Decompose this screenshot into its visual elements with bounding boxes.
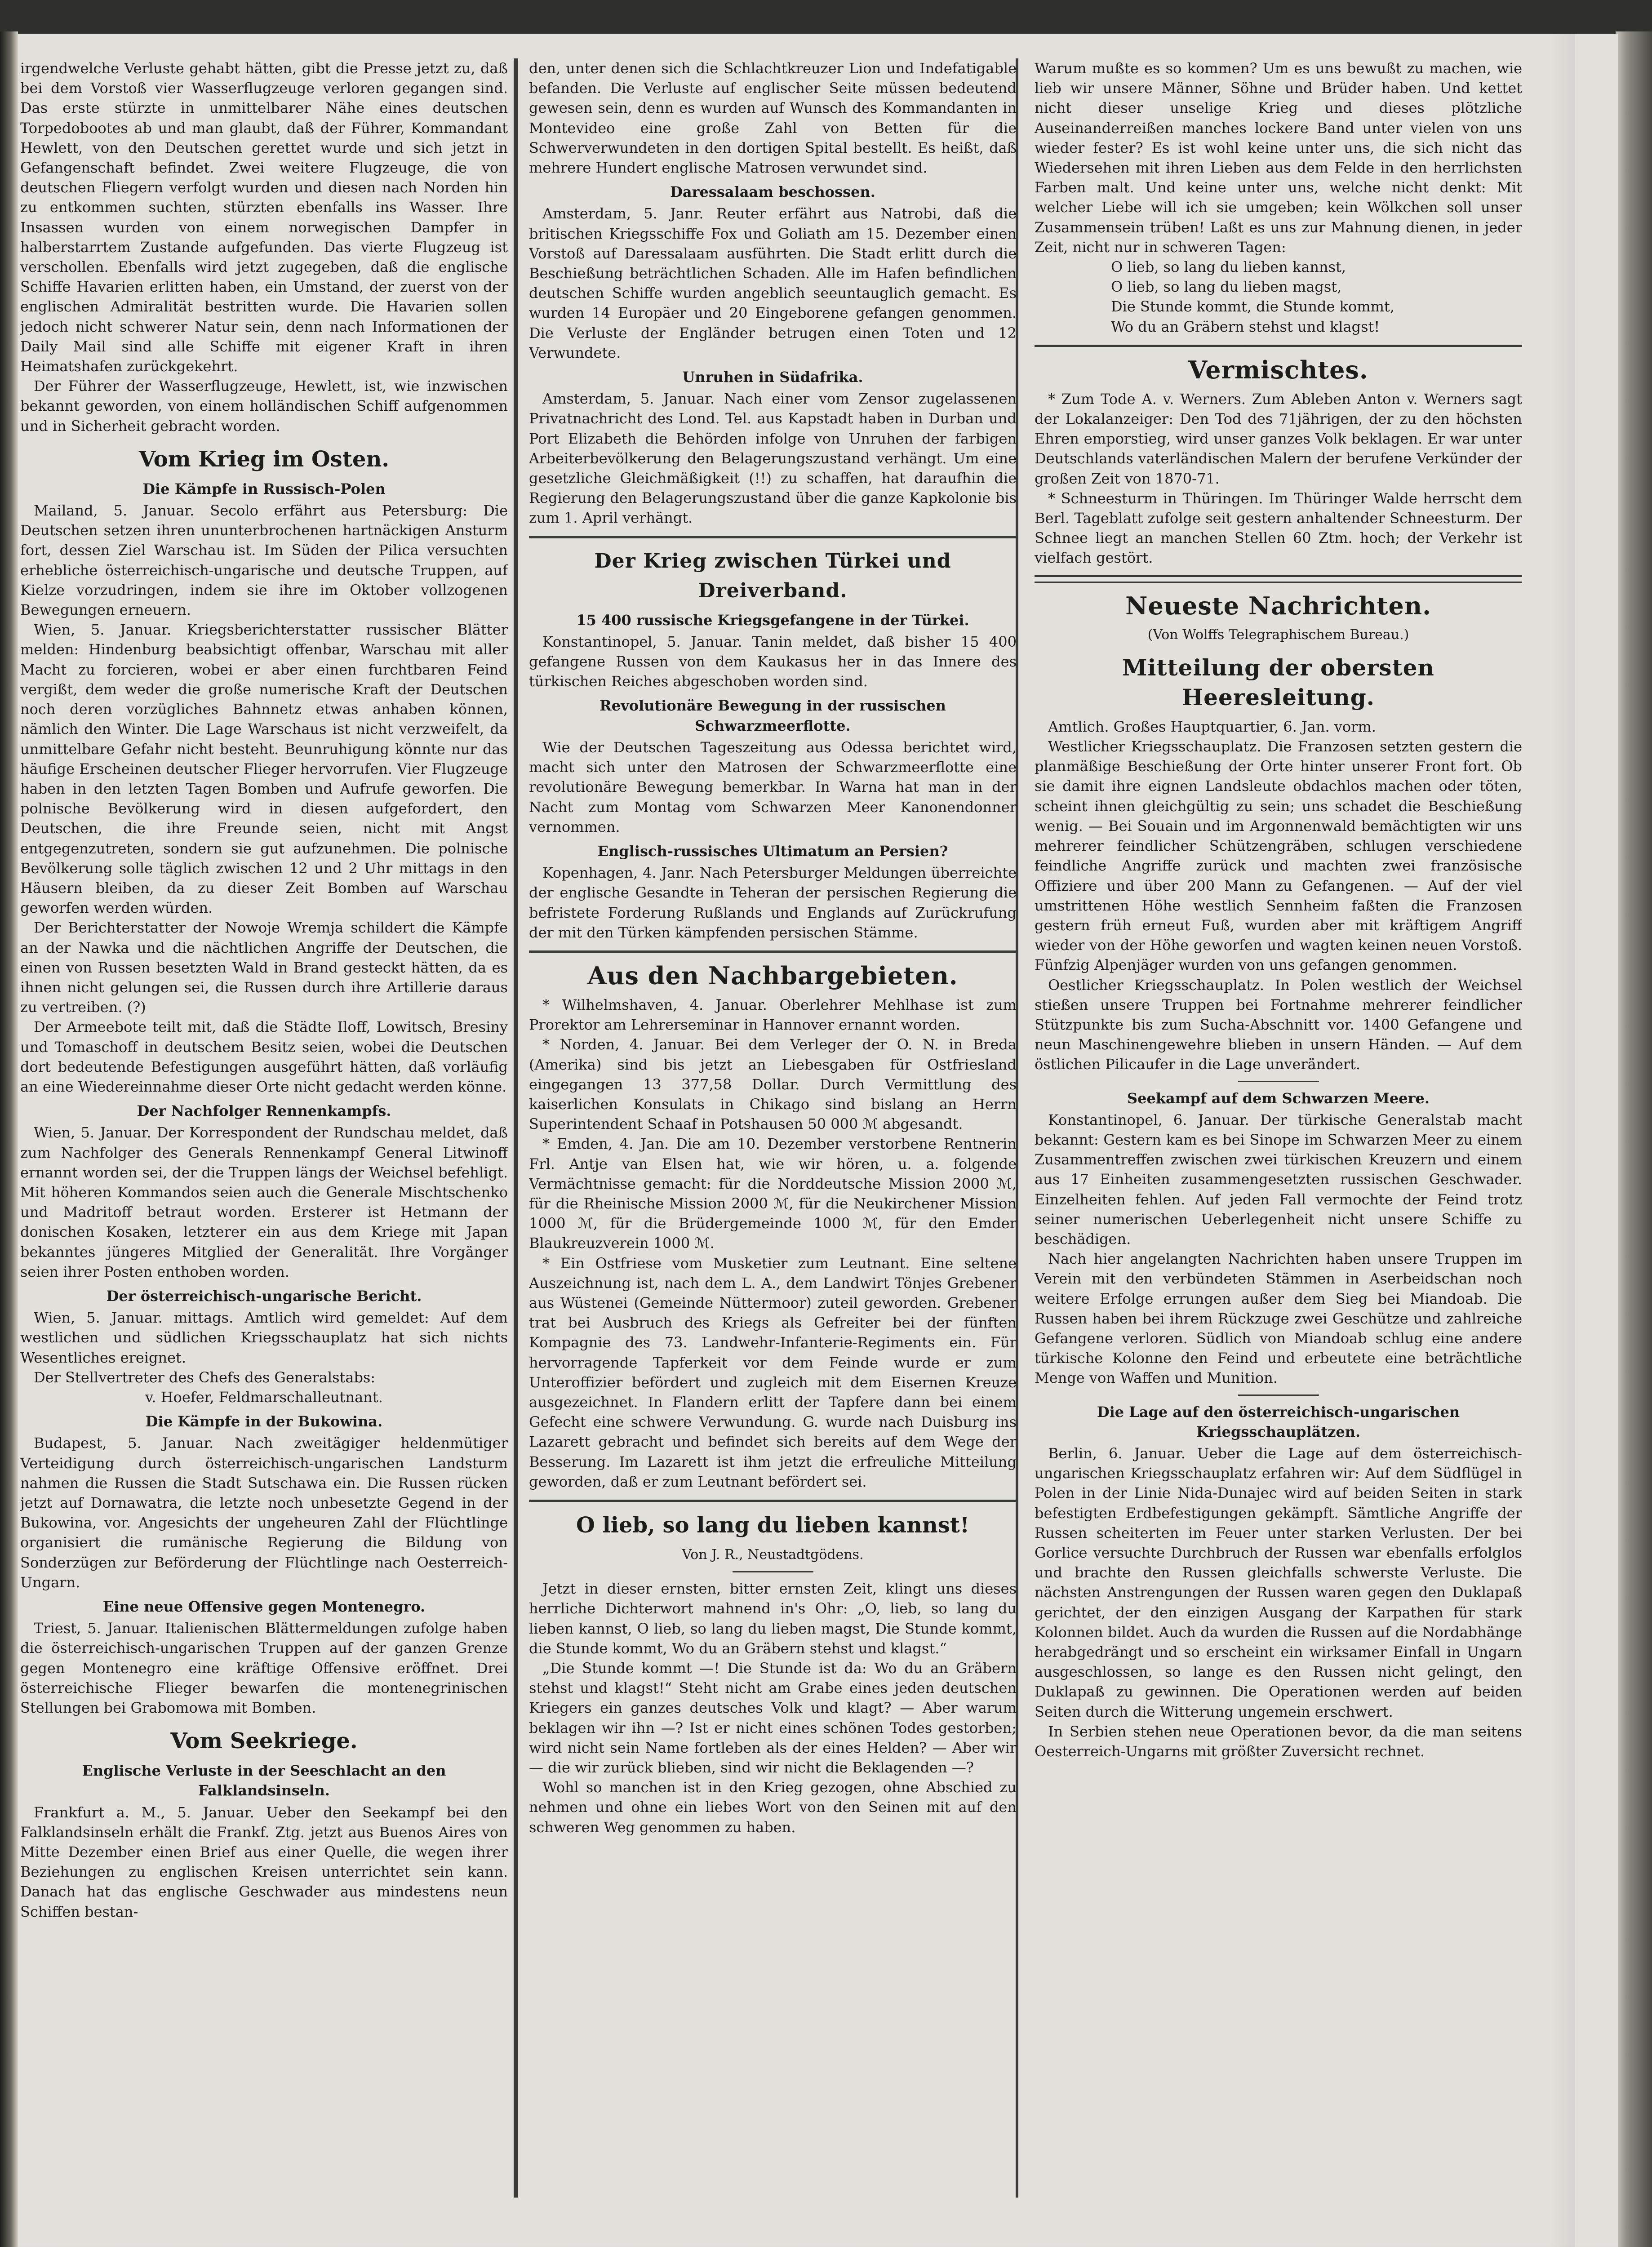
article-paragraph: Budapest, 5. Januar. Nach zweitägiger heldenmütiger Verteidigung durch österreichisch-ungarischen Landsturm nahmen die Russen die Stadt Sutschawa ein. Die Russen rücken jetzt auf Dornawatra, die letzte noch unbesetzte Gegend in der Bukowina, vor. Angesichts der ungeheuren Zahl der Flüchtlinge organisiert die rumänische Regierung die Bildung von Sonderzügen zur Beförderung der Flüchtlinge nach Oesterreich-Ungarn.: [20, 1434, 508, 1591]
article-paragraph: Wie der Deutschen Tageszeitung aus Odessa berichtet wird, macht sich unter den Matrosen der Schwarzmeerflotte eine revolutionäre Bewegung bemerkbar. In Warna hat man in der Nacht zum Montag vom Schwarzen Meer Kanonendonner vernommen.: [529, 738, 1017, 835]
article-paragraph: Mailand, 5. Januar. Secolo erfährt aus Petersburg: Die Deutschen setzen ihren ununterbrochenen hartnäckigen Ansturm fort, dessen Ziel Warschau ist. Im Süden der Pilica versuchten erhebliche österreichisch-ungarische und deutsche Truppen, auf Kielze vorzudringen, indem sie ihre im Oktober vollzogenen Bewegungen erneuern.: [20, 502, 508, 619]
section-heading-heeresleitung: Mitteilung der obersten Heeresleitung.: [1122, 654, 1434, 711]
article-paragraph: Wien, 5. Januar. Kriegsberichterstatter russischer Blätter melden: Hindenburg beabsichtigt offenbar, Warschau mit aller Macht zu forcieren, wobei er aber einen furchtbaren Feind vergißt, dem weder die große numerische Kraft der Deutschen noch deren vorzügliches Bahnnetz etwas anhaben können, nämlich den Winter. Die Lage Warschaus ist nicht verzweifelt, da unmittelbare Gefahr nicht besteht. Beunruhigung könnte nur das häufige Erscheinen deutscher Flieger hervorrufen. Vier Flugzeuge haben in den letzten Tagen Bomben und Aufrufe geworfen. Die polnische Bevölkerung wird in diesen aufgefordert, den Deutschen, die ihre Freunde seien, nicht mit Angst entgegenzutreten, sondern sie gut aufzunehmen. Die polnische Bevölkerung solle täglich zwischen 12 und 2 Uhr mittags in den Häusern bleiben, da zu dieser Zeit Bomben auf Warschau geworfen werden würden.: [20, 621, 508, 917]
scan-left-edge: [0, 31, 18, 2247]
poem-line: Wo du an Gräbern stehst und klagst!: [1111, 318, 1380, 335]
subheading-seekampf: Seekampf auf dem Schwarzen Meere.: [1127, 1089, 1430, 1107]
subheading-russpolen: Die Kämpfe in Russisch-Polen: [142, 480, 386, 497]
section-heading-seekriege: Vom Seekriege.: [170, 1728, 358, 1754]
article-paragraph: irgendwelche Verluste gehabt hätten, gibt die Presse jetzt zu, daß bei dem Vorstoß vier Wasserflugzeuge verloren gegangen sind. Das erste stürzte in unmittelbarer Nähe eines deutschen Torpedobootes ab und man glaubt, daß der Führer, Kommandant Hewlett, von den Deutschen gerettet wurde und sich jetzt in Gefangenschaft befindet. Zwei weitere Flugzeuge, die von deutschen Fliegern verfolgt wurden und diesen nach Norden hin zu entkommen suchten, stürzten ebenfalls ins Wasser. Ihre Insassen wurden von einem norwegischen Dampfer in halberstarrtem Zustande aufgefunden. Das vierte Flugzeug ist verschollen. Ebenfalls wird jetzt zugegeben, daß die englische Schiffe Havarien erlitten haben, ein Umstand, der zuerst von der englischen Admiralität bestritten wurde. Die Havarien sollen jedoch nicht schwerer Natur sein, denn nach Informationen der Daily Mail sind alle Schiffe mit eigener Kraft in ihren Heimatshafen zurückgekehrt.: [20, 60, 508, 375]
article-paragraph: Kopenhagen, 4. Janr. Nach Petersburger Meldungen überreichte der englische Gesandte in Teheran der persischen Regierung die befristete Forderung Rußlands und Englands auf Zurückrufung der mit den Türken kämpfenden persischen Stämme.: [529, 864, 1017, 941]
article-paragraph: * Emden, 4. Jan. Die am 10. Dezember verstorbene Rentnerin Frl. Antje van Elsen hat, wie wir hören, u. a. folgende Vermächtnisse gemacht: für die Norddeutsche Mission 2000 ℳ, für die Rheinische Mission 2000 ℳ, für die Neukirchener Mission 1000 ℳ, für die Brüdergemeinde 1000 ℳ, für den Emder Blaukreuzverein 1000 ℳ.: [529, 1135, 1017, 1252]
article-paragraph: * Norden, 4. Januar. Bei dem Verleger der O. N. in Breda (Amerika) sind bis jetzt an Liebesgaben für Ostfriesland eingegangen 13 377,58 Dollar. Durch Vermittlung des kaiserlichen Konsulats in Chikago sind bislang an Herrn Superintendent Schaaf in Potshausen 50 000 ℳ abgesandt.: [529, 1036, 1017, 1133]
subheading-falkland: Englische Verluste in der Seeschlacht an den Falklandsinseln.: [82, 1762, 446, 1799]
article-paragraph: Konstantinopel, 6. Januar. Der türkische Generalstab macht bekannt: Gestern kam es bei Sinope im Schwarzen Meer zu einem Zusammentreffen zwischen zwei türkischen Kreuzern und einem aus 17 Einheiten zusammengesetzten russischen Geschwader. Einzelheiten fehlen. Auf jeden Fall vermochte der Feind trotz seiner numerischen Ueberlegenheit nicht unsere Schiffe zu beschädigen.: [1035, 1111, 1522, 1248]
article-paragraph: Konstantinopel, 5. Januar. Tanin meldet, daß bisher 15 400 gefangene Russen von dem Kaukasus her in das Innere des türkischen Reiches abgeschoben worden sind.: [529, 633, 1017, 690]
section-divider: [529, 1500, 1017, 1502]
article-paragraph: „Die Stunde kommt —! Die Stunde ist da: Wo du an Gräbern stehst und klagst!“ Steht nicht am Grabe eines jeden deutschen Kriegers ein ganzes deutsches Volk und klagt? — Aber warum beklagen wir ihn —? Ist er nicht eines schönen Todes gestorben; wird nicht sein Name fortleben als der eines Helden? — Aber wir — die wir zurück blieben, sind wir nicht die Beklagenden —?: [529, 1660, 1017, 1776]
newspaper-page: [18, 34, 1618, 2247]
column-rule-left: [514, 58, 518, 2198]
section-divider: [1035, 345, 1522, 347]
article-paragraph: Triest, 5. Januar. Italienischen Blättermeldungen zufolge haben die österreichisch-ungarischen Truppen auf der ganzen Grenze gegen Montenegro eine kräftige Offensive eröffnet. Drei österreichische Flieger bewarfen die montenegrinischen Stellungen bei Grabomowa mit Bomben.: [20, 1620, 508, 1717]
article-paragraph: * Ein Ostfriese vom Musketier zum Leutnant. Eine seltene Auszeichnung ist, nach dem L. A., dem Landwirt Tönjes Grebener aus Wüstenei (Gemeinde Nüttermoor) zuteil geworden. Grebener trat bei Ausbruch des Kriegs als Gefreiter bei der fünften Kompagnie des 73. Landwehr-Infanterie-Regiments ein. Für hervorragende Tapferkeit vor dem Feinde wurde er zum Unteroffizier befördert und zugleich mit dem Eisernen Kreuze ausgezeichnet. In Flandern erlitt der Tapfere dann bei einem Gefecht eine schwere Verwundung. G. wurde nach Duisburg ins Lazarett gebracht und befindet sich bereits auf dem Wege der Besserung. Im Lazarett ist ihm jetzt die erfreuliche Mitteilung geworden, daß er zum Leutnant befördert sei.: [529, 1254, 1017, 1490]
section-heading-neueste: Neueste Nachrichten.: [1125, 591, 1431, 620]
column-right: [1035, 58, 1522, 2198]
article-paragraph: Warum mußte es so kommen? Um es uns bewußt zu machen, wie lieb wir unsere Männer, Söhne und Brüder haben. Und kettet nicht dieser unselige Krieg und dieses plötzliche Auseinanderreißen manches lockere Band unter vielen von uns wieder fester? Es ist wohl keine unter uns, die sich nicht das Wiedersehen mit ihren Lieben aus dem Felde in den herrlichsten Farben malt. Und keine unter uns, welche nicht denkt: Mit welcher Liebe will ich sie umgeben; kein Wölkchen soll unser Zusammensein trüben! Laßt es uns zur Mahnung dienen, in jeder Zeit, nicht nur in schweren Tagen:: [1035, 60, 1522, 256]
article-paragraph: Der Stellvertreter des Chefs des Generalstabs:: [34, 1368, 376, 1386]
article-paragraph: Westlicher Kriegsschauplatz. Die Franzosen setzten gestern die planmäßige Beschießung der Orte hinter unserer Front fort. Ob sie damit ihre eignen Landsleute obdachlos machen oder töten, scheint ihnen gleichgültig zu sein; uns schadet die Beschießung wenig. — Bei Souain und im Argonnenwald bemächtigten wir uns mehrerer feindlicher Schützengräben, schlugen verschiedene feindliche Angriffe zurück und machten zwei französische Offiziere und über 200 Mann zu Gefangenen. — Auf der viel umstrittenen Höhe westlich Sennheim faßten die Franzosen gestern früh erneut Fuß, wurden aber mit kräftigem Angriff wieder von der Höhe geworfen und wagten keinen neuen Vorstoß. Fünfzig Alpenjäger wurden von uns gefangen genommen.: [1035, 738, 1522, 974]
subheading-kriegsgefangene: 15 400 russische Kriegsgefangene in der Türkei.: [576, 611, 969, 629]
signature-line: v. Hoefer, Feldmarschalleutnant.: [145, 1389, 383, 1406]
subheading-bukowina: Die Kämpfe in der Bukowina.: [145, 1413, 383, 1430]
article-paragraph: Jetzt in dieser ernsten, bitter ernsten Zeit, klingt uns dieses herrliche Dichterwort mahnend in's Ohr: „O, lieb, so lang du lieben kannst, O lieb, so lang du lieben magst, Die Stunde kommt, die Stunde kommt, Wo du an Gräbern stehst und klagst.“: [529, 1580, 1017, 1657]
article-paragraph: Wien, 5. Januar. mittags. Amtlich wird gemeldet: Auf dem westlichen und südlichen Kriegsschauplatz hat sich nichts Wesentliches ereignet.: [20, 1309, 508, 1366]
byline: Von J. R., Neustadtgödens.: [682, 1547, 864, 1563]
paper-bottom-shade: [18, 2243, 1618, 2247]
subheading-nachfolger: Der Nachfolger Rennenkampfs.: [137, 1102, 391, 1120]
article-paragraph: Berlin, 6. Januar. Ueber die Lage auf dem österreichisch-ungarischen Kriegsschauplatz erfahren wir: Auf dem Südflügel in Polen in der Linie Nida-Dunajec wird auf beiden Seiten in stark befestigten Erdbefestigungen gekämpft. Sämtliche Angriffe der Russen scheiterten im Feuer unter starken Verlusten. Der bei Gorlice versuchte Durchbruch der Russen war ebenfalls erfolglos und brachte den Russen gleichfalls schwerste Verluste. Die nächsten Anstrengungen der Russen waren gegen den Duklapaß gerichtet, der den einzigen Ausgang der Karpathen für stark Kolonnen bildet. Auch da wurden die Russen auf die Nordabhänge herabgedrängt und so erscheint ein wirksamer Einfall in Ungarn ausgeschlossen, so lange es den Russen nicht gelingt, den Duklapaß zu gewinnen. Die Operationen werden auf beiden Seiten durch die Witterung ungemein erschwert.: [1035, 1444, 1522, 1720]
subheading-revolution: Revolutionäre Bewegung in der russischen Schwarzmeerflotte.: [600, 697, 946, 734]
poem-line: O lieb, so lang du lieben magst,: [1111, 278, 1342, 296]
article-paragraph: * Zum Tode A. v. Werners. Zum Ableben Anton v. Werners sagt der Lokalanzeiger: Den Tod des 71jährigen, der zu den höchsten Ehren emporstieg, wird unser ganzes Volk beklagen. Er war unter Deutschlands vaterländischen Malern der berufene Verkünder der großen Zeit von 1870-71.: [1035, 390, 1522, 487]
section-divider: [529, 950, 1017, 953]
article-paragraph: den, unter denen sich die Schlachtkreuzer Lion und Indefatigable befanden. Die Verluste auf englischer Seite müssen bedeutend gewesen sein, denn es wurden auf Wunsch des Kommandanten in Montevideo eine große Zahl von Betten für die Schwerverwundeten in den dortigen Spital bestellt. Es heißt, daß mehrere Hundert englische Matrosen verwundet sind.: [529, 60, 1017, 177]
section-heading-nachbar: Aus den Nachbargebieten.: [587, 961, 958, 990]
scan-right-shadow: [1616, 31, 1652, 2247]
subheading-suedafrika: Unruhen in Südafrika.: [682, 369, 863, 386]
section-divider-double: [1035, 575, 1522, 583]
article-paragraph: Nach hier angelangten Nachrichten haben unsere Truppen im Verein mit den verbündeten Stämmen in Aserbeidschan noch weitere Erfolge errungen außer dem Sieg bei Miandoab. Die Russen haben bei ihrem Rückzuge zwei Geschütze und zahlreiche Gefangene verloren. Südlich von Miandoab schlug eine andere türkische Kolonne den Feind und erbeutete eine beträchtliche Menge von Waffen und Munition.: [1035, 1250, 1522, 1387]
article-paragraph: Der Führer der Wasserflugzeuge, Hewlett, ist, wie inzwischen bekannt geworden, von einem holländischen Schiff aufgenommen und in Sicherheit gebracht worden.: [20, 377, 508, 435]
article-paragraph: In Serbien stehen neue Operationen bevor, da die man seitens Oesterreich-Ungarns mit größter Zuversicht rechnet.: [1035, 1723, 1522, 1760]
article-paragraph: Amsterdam, 5. Januar. Nach einer vom Zensor zugelassenen Privatnachricht des Lond. Tel. aus Kapstadt haben in Durban und Port Elizabeth die Behörden infolge von Unruhen der farbigen Arbeiterbevölkerung den Belagerungszustand verhängt. Um eine gesetzliche Gleichmäßigkeit (!!) zu schaffen, hat daraufhin die Regierung den Belagerungszustand über die ganze Kapkolonie bis zum 1. April verhängt.: [529, 390, 1017, 527]
section-heading-vermischtes: Vermischtes.: [1188, 355, 1368, 384]
subheading-ultimatum: Englisch-russisches Ultimatum an Persien?: [597, 842, 948, 860]
separator-rule: [1238, 1081, 1319, 1082]
page-fold-shade: [1548, 34, 1575, 2247]
subheading-lage: Die Lage auf den österreichisch-ungarischen Kriegsschauplätzen.: [1097, 1403, 1460, 1440]
subheading-montenegro: Eine neue Offensive gegen Montenegro.: [102, 1598, 426, 1616]
article-paragraph: * Wilhelmshaven, 4. Januar. Oberlehrer Mehlhase ist zum Prorektor am Lehrerseminar in Hannover ernannt worden.: [529, 996, 1017, 1034]
article-paragraph: Wohl so manchen ist in den Krieg gezogen, ohne Abschied zu nehmen und ohne ein liebes Wort von den Seinen mit auf den schweren Weg genommen zu haben.: [529, 1779, 1017, 1836]
section-heading-osten: Vom Krieg im Osten.: [138, 446, 390, 472]
byline-rule: [733, 1571, 813, 1572]
article-paragraph: * Schneesturm in Thüringen. Im Thüringer Walde herrscht dem Berl. Tageblatt zufolge seit gestern anhaltender Schneesturm. Der Schnee liegt an manchen Stellen 60 Ztm. hoch; der Verkehr ist vielfach gestört.: [1035, 489, 1522, 567]
column-middle: [529, 58, 1017, 2198]
article-paragraph: Wien, 5. Januar. Der Korrespondent der Rundschau meldet, daß zum Nachfolger des Generals Rennenkampf General Litwinoff ernannt worden sei, der die Truppen längs der Weichsel befehligt. Mit höheren Kommandos seien auch die Generale Mischtschenko und Madritoff betraut worden. Ersterer ist Hetmann der donischen Kosaken, letzterer ein aus dem Kriege mit Japan bekanntes jüngeres Mitglied der Generalität. Ihre Vorgänger seien ihrer Posten enthoben worden.: [20, 1124, 508, 1280]
article-paragraph: Amsterdam, 5. Janr. Reuter erfährt aus Natrobi, daß die britischen Kriegsschiffe Fox und Goliath am 15. Dezember einen Vorstoß auf Daressalaam ausführten. Die Stadt erlitt durch die Beschießung beträchtlichen Schaden. Alle im Hafen befindlichen deutschen Schiffe wurden angeblich seeuntauglich gemacht. Es wurden 14 Europäer und 20 Eingeborene gefangen genommen. Die Verluste der Engländer betrugen einen Toten und 12 Verwundete.: [529, 205, 1017, 361]
article-paragraph: Oestlicher Kriegsschauplatz. In Polen westlich der Weichsel stießen unsere Truppen bei Fortnahme mehrerer feindlicher Stützpunkte bis zum Sucha-Abschnitt vor. 1400 Gefangene und neun Maschinengewehre blieben in unsern Händen. — Auf dem östlichen Pilicaufer in die Lage unverändert.: [1035, 976, 1522, 1073]
section-divider: [529, 536, 1017, 538]
poem-line: Die Stunde kommt, die Stunde kommt,: [1111, 298, 1394, 315]
column-left: [20, 58, 508, 2198]
subheading-bericht: Der österreichisch-ungarische Bericht.: [106, 1287, 422, 1305]
subheading-daresalaam: Daressalaam beschossen.: [670, 183, 875, 201]
source-note: (Von Wolffs Telegraphischem Bureau.): [1147, 626, 1409, 643]
article-paragraph: Der Berichterstatter der Nowoje Wremja schildert die Kämpfe an der Nawka und die nächtlichen Angriffe der Deutschen, die einen von Russen besetzten Wald in Brand gesteckt hätten, da es ihnen nicht gelungen sei, die Russen durch ihre Artillerie daraus zu vertreiben. (?): [20, 919, 508, 1016]
article-paragraph: Der Armeebote teilt mit, daß die Städte Iloff, Lowitsch, Bresiny und Tomaschoff in deutschem Besitz seien, wobei die Deutschen dort bedeutende Befestigungen ausgeführt hätten, daß vorläufig an eine Wiedereinnahme dieser Orte nicht gedacht werden könne.: [20, 1018, 508, 1095]
poem-line: O lieb, so lang du lieben kannst,: [1111, 258, 1346, 276]
section-heading-tuerkei: Der Krieg zwischen Türkei und Dreiverband.: [594, 549, 951, 602]
section-heading-olieb: O lieb, so lang du lieben kannst!: [576, 1513, 970, 1538]
separator-rule: [1238, 1394, 1319, 1396]
article-paragraph: Frankfurt a. M., 5. Januar. Ueber den Seekampf bei den Falklandsinseln erhält die Frankf. Ztg. jetzt aus Buenos Aires von Mitte Dezember einen Brief aus einer Quelle, die wegen ihrer Beziehungen zu englischen Kreisen unterrichtet sein kann. Danach hat das englische Geschwader aus mindestens neun Schiffen bestan-: [20, 1803, 508, 1920]
article-paragraph: Amtlich. Großes Hauptquartier, 6. Jan. vorm.: [1048, 718, 1376, 735]
